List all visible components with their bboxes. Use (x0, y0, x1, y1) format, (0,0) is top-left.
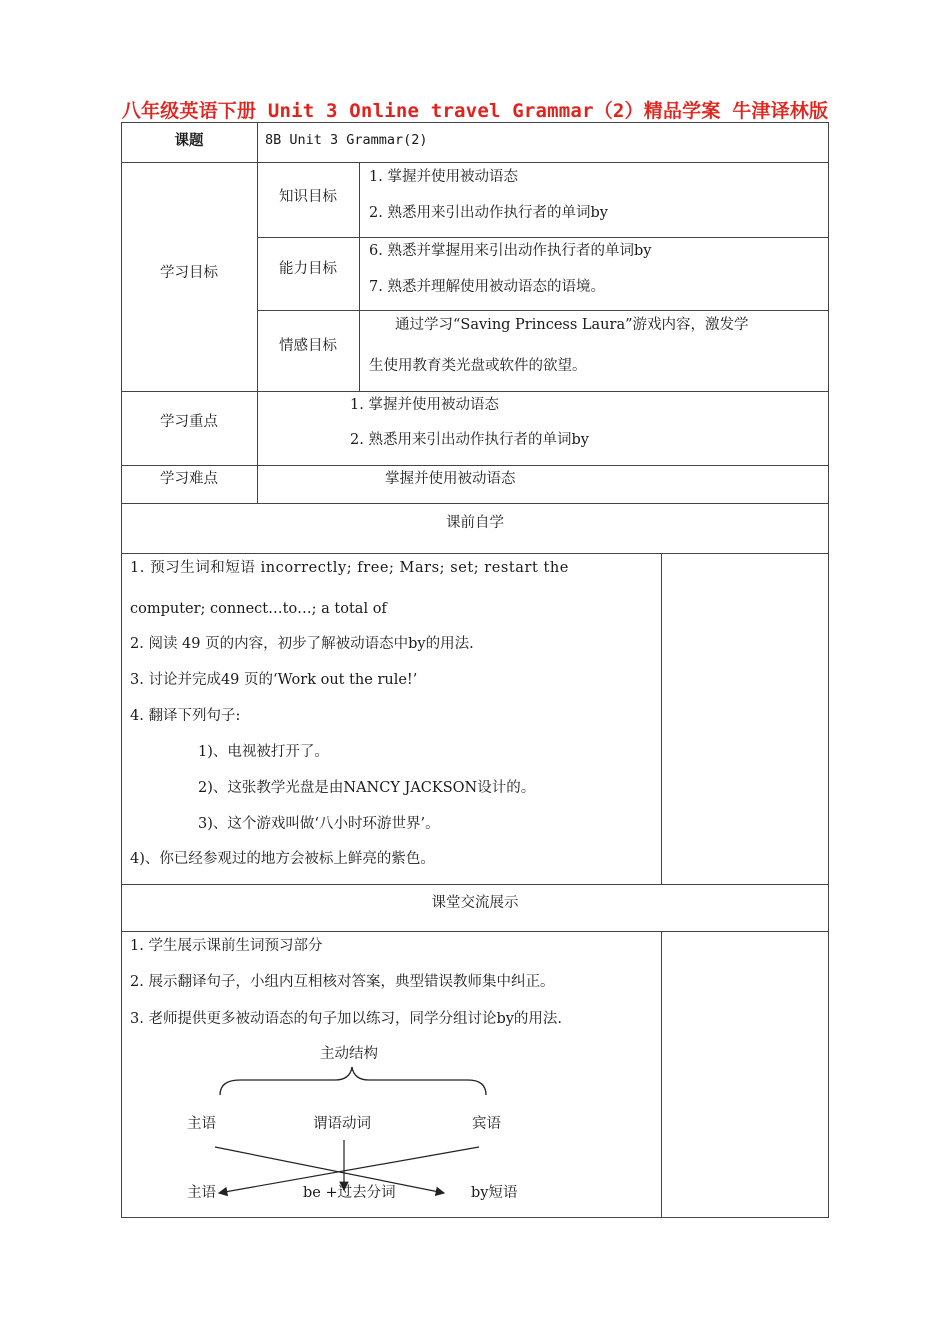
emotion-label: 情感目标 (279, 338, 337, 354)
document-title: 八年级英语下册 Unit 3 Online travel Grammar（2）精品学案 牛津译林版 (121, 100, 829, 122)
objectives-label: 学习目标 (160, 265, 218, 281)
preview-item: 2. 阅读 49 页的内容，初步了解被动语态中by的用法. (130, 636, 474, 652)
preview-item: computer; connect…to…; a total of (130, 601, 387, 617)
difficulty-label: 学习难点 (160, 471, 218, 487)
ability-label: 能力目标 (279, 261, 337, 277)
diagram-subject: 主语 (187, 1116, 216, 1132)
preview-heading: 课前自学 (446, 515, 504, 531)
classroom-item: 3. 老师提供更多被动语态的句子加以练习，同学分组讨论by的用法. (130, 1011, 563, 1027)
ability-item: 6. 熟悉并掌握用来引出动作执行者的单词by (369, 243, 652, 259)
diagram-verb: 谓语动词 (313, 1116, 371, 1132)
emotion-text-line1: 通过学习“Saving Princess Laura”游戏内容，激发学 (395, 317, 749, 333)
brace-icon (220, 1067, 486, 1095)
translate-sentence: 4)、你已经参观过的地方会被标上鲜亮的紫色。 (130, 851, 435, 867)
diagram-be-participle: be +过去分词 (303, 1185, 396, 1201)
classroom-item: 1. 学生展示课前生词预习部分 (130, 938, 323, 954)
preview-item: 1. 预习生词和短语 incorrectly; free; Mars; set; restart the (130, 560, 569, 576)
focus-item: 1. 掌握并使用被动语态 (350, 397, 499, 413)
diagram-object: 宾语 (472, 1116, 501, 1132)
topic-value: 8B Unit 3 Grammar(2) (265, 132, 428, 148)
diagram-passive-subject: 主语 (187, 1185, 216, 1201)
focus-label: 学习重点 (160, 414, 218, 430)
diagram-by-phrase: by短语 (471, 1185, 518, 1201)
preview-item: 3. 讨论并完成49 页的‘Work out the rule!’ (130, 672, 418, 688)
topic-label: 课题 (174, 132, 204, 149)
classroom-heading: 课堂交流展示 (431, 895, 519, 911)
difficulty-value: 掌握并使用被动语态 (385, 471, 516, 487)
focus-item: 2. 熟悉用来引出动作执行者的单词by (350, 432, 589, 448)
translate-sentence: 3)、这个游戏叫做‘八小时环游世界’。 (198, 816, 440, 832)
preview-item: 4. 翻译下列句子: (130, 708, 241, 724)
knowledge-item: 1. 掌握并使用被动语态 (369, 169, 518, 185)
translate-sentence: 2)、这张教学光盘是由NANCY JACKSON设计的。 (198, 780, 536, 796)
emotion-text-line2: 生使用教育类光盘或软件的欲望。 (369, 358, 587, 374)
knowledge-label: 知识目标 (279, 189, 337, 205)
classroom-item: 2. 展示翻译句子，小组内互相核对答案，典型错误教师集中纠正。 (130, 974, 555, 990)
knowledge-item: 2. 熟悉用来引出动作执行者的单词by (369, 205, 608, 221)
translate-sentence: 1)、电视被打开了。 (198, 744, 329, 760)
ability-item: 7. 熟悉并理解使用被动语态的语境。 (369, 279, 605, 295)
active-structure-label: 主动结构 (320, 1046, 378, 1062)
